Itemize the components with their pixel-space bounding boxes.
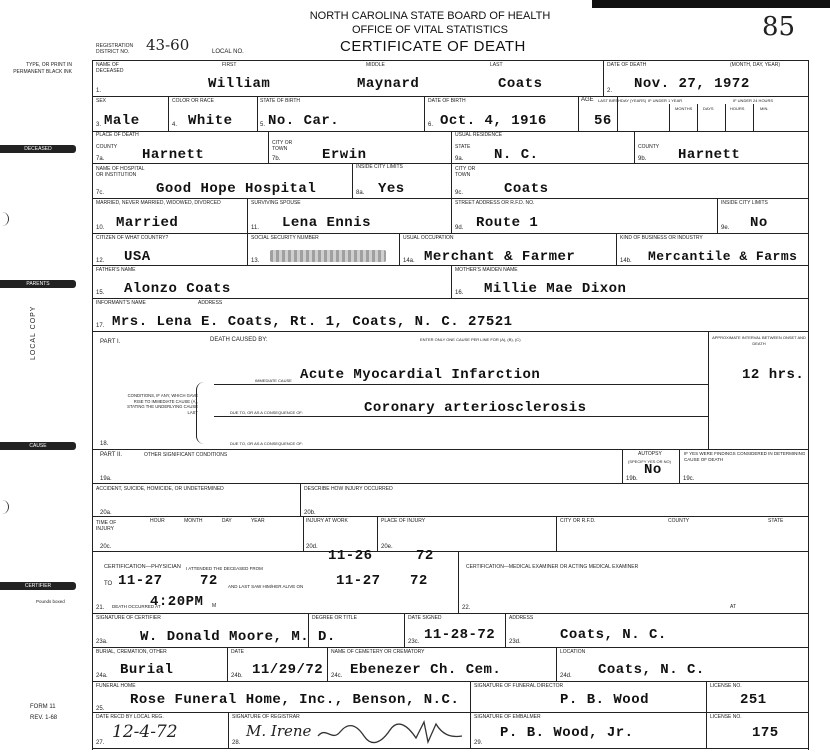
sex-label: SEX	[96, 98, 107, 104]
business-value: Mercantile & Farms	[648, 249, 798, 264]
redacted-ssn	[270, 250, 386, 262]
surviving-spouse-label: SURVIVING SPOUSE	[251, 200, 301, 206]
registration-label: REGISTRATION	[96, 43, 134, 49]
item-number: 17.	[96, 323, 105, 329]
item-number: 9e.	[721, 225, 730, 231]
other-conditions-label: OTHER SIGNIFICANT CONDITIONS	[144, 452, 228, 458]
tab-cause: CAUSE	[0, 442, 76, 450]
degree-title-label: DEGREE OR TITLE	[312, 615, 357, 621]
immediate-cause-label: IMMEDIATE CAUSE	[255, 378, 292, 383]
to-label: TO	[104, 581, 113, 587]
county-label: COUNTY	[668, 518, 690, 524]
attended-from-year-value: 72	[416, 548, 434, 564]
address-label: ADDRESS	[198, 300, 223, 306]
attended-to-value: 11-27	[118, 573, 163, 589]
rule	[92, 265, 808, 266]
rule	[92, 516, 808, 517]
hours-label: HOURS	[730, 106, 745, 111]
item-number: 13.	[251, 258, 260, 264]
divider	[717, 198, 718, 233]
certifier-value: W. Donald Moore, M. D.	[140, 629, 336, 645]
last-saw-value: 11-27	[336, 573, 381, 589]
item-number: 22.	[462, 605, 471, 611]
page-number: 85	[762, 12, 796, 42]
county-label: COUNTY	[96, 144, 118, 150]
race-label: COLOR OR RACE	[172, 98, 214, 104]
citizen-value: USA	[124, 249, 151, 265]
autopsy-label: AUTOPSY	[638, 451, 662, 457]
due-to-label: DUE TO, OR AS A CONSEQUENCE OF:	[230, 441, 303, 446]
date-signed-value: 11-28-72	[424, 627, 496, 643]
date-of-death-value: Nov. 27, 1972	[634, 76, 750, 92]
cemetery-location-value: Coats, N. C.	[598, 662, 705, 678]
divider	[556, 516, 557, 551]
item-number: 4.	[172, 122, 178, 128]
father-value: Alonzo Coats	[124, 281, 231, 297]
residence-city-value: Coats	[504, 181, 549, 197]
hospital-label: NAME OF HOSPITAL OR INSTITUTION	[96, 166, 145, 178]
part-1-label: PART I.	[100, 339, 121, 345]
item-number: 19a.	[100, 476, 112, 482]
rule	[92, 163, 808, 164]
injury-at-work-label: INJURY AT WORK	[306, 518, 348, 524]
item-number: 1.	[96, 88, 102, 94]
funeral-home-label: FUNERAL HOME	[96, 683, 136, 689]
informant-value: Mrs. Lena E. Coats, Rt. 1, Coats, N. C. 27521	[112, 314, 513, 330]
rule	[92, 748, 808, 749]
rule	[92, 198, 808, 199]
divider	[578, 96, 579, 131]
item-number: 20d.	[306, 544, 318, 550]
divider	[634, 131, 635, 163]
item-number: 5.	[260, 122, 266, 128]
item-number: 12.	[96, 258, 105, 264]
place-of-injury-label: PLACE OF INJURY	[381, 518, 426, 524]
divider	[556, 647, 557, 681]
county-label: COUNTY	[638, 144, 660, 150]
rule	[92, 681, 808, 682]
item-number: 9b.	[638, 156, 647, 162]
death-occurred-label: DEATH OCCURRED AT	[112, 604, 161, 609]
item-number: 18.	[100, 441, 109, 447]
item-number: 20b.	[304, 510, 316, 516]
tab-deceased: DECEASED	[0, 145, 76, 153]
item-number: 7b.	[272, 156, 281, 162]
street-value: Route 1	[476, 215, 539, 231]
first-label: FIRST	[222, 62, 237, 68]
rule	[92, 551, 808, 552]
date-signed-label: DATE SIGNED	[408, 615, 442, 621]
certificate-title: CERTIFICATE OF DEATH	[340, 38, 526, 55]
item-number: 9a.	[455, 156, 464, 162]
race-value: White	[188, 113, 233, 129]
rule	[92, 647, 808, 648]
item-number: 23a.	[96, 639, 108, 645]
disposition-value: Burial	[120, 662, 174, 678]
inside-city-limits-label: INSIDE CITY LIMITS	[356, 164, 403, 170]
date-of-birth-value: Oct. 4, 1916	[440, 113, 547, 129]
cemetery-value: Ebenezer Ch. Cem.	[350, 662, 502, 678]
registrar-signature: M. Irene	[246, 722, 312, 740]
item-number: 24d.	[560, 673, 572, 679]
rule	[92, 613, 808, 614]
divider	[168, 96, 169, 131]
under-24-hours-label: IF UNDER 24 HOURS	[733, 98, 774, 103]
findings-label: IF YES WERE FINDINGS CONSIDERED IN DETERMINING CAUSE OF DEATH	[684, 451, 806, 462]
signature-certifier-label: SIGNATURE OF CERTIFIER	[96, 615, 161, 621]
under-1-year-label: IF UNDER 1 YEAR	[648, 98, 683, 103]
divider	[257, 96, 258, 131]
item-number: 2.	[607, 88, 613, 94]
divider	[616, 233, 617, 265]
accident-label: ACCIDENT, SUICIDE, HOMICIDE, OR UNDETERMINED	[96, 486, 224, 492]
age-label: AGE	[581, 97, 594, 103]
rule	[92, 131, 808, 132]
fathers-name-label: FATHER'S NAME	[96, 267, 136, 273]
enter-one-cause-label: ENTER ONLY ONE CAUSE PER LINE FOR (A), (B), (C)	[420, 337, 521, 342]
time-of-injury-label: TIME OF INJURY	[96, 520, 117, 532]
death-inside-limits-value: Yes	[378, 181, 405, 197]
margin-mark	[0, 500, 9, 514]
state-of-birth-value: No. Car.	[268, 113, 340, 129]
hospital-value: Good Hope Hospital	[156, 181, 317, 197]
divider	[404, 613, 405, 647]
item-number: 15.	[96, 290, 105, 296]
funeral-director-sig-label: SIGNATURE OF FUNERAL DIRECTOR	[474, 683, 564, 689]
certifier-address-value: Coats, N. C.	[560, 627, 667, 643]
rule	[92, 60, 808, 61]
months-label: MONTHS	[675, 106, 693, 111]
date-label: DATE	[231, 649, 244, 655]
rule	[92, 449, 808, 450]
item-number: 3.	[96, 122, 102, 128]
divider	[399, 233, 400, 265]
attended-from-label: I ATTENDED THE DECEASED FROM	[186, 566, 263, 571]
district-label: DISTRICT NO.	[96, 49, 130, 55]
citizen-of-label: CITIZEN OF WHAT COUNTRY?	[96, 235, 169, 241]
top-edge-strip	[592, 0, 830, 8]
item-number: 21.	[96, 605, 105, 611]
informant-label: INFORMANT'S NAME	[96, 300, 146, 306]
item-number: 20c.	[100, 544, 112, 550]
divider	[470, 681, 471, 748]
item-number: 24c.	[331, 673, 343, 679]
residence-state-value: N. C.	[494, 147, 539, 163]
last-label: LAST	[490, 62, 503, 68]
item-number: 7a.	[96, 156, 105, 162]
divider	[725, 104, 726, 131]
first-name-value: William	[208, 76, 271, 92]
divider	[303, 516, 304, 551]
middle-name-value: Maynard	[357, 76, 420, 92]
embalmer-license-value: 175	[752, 725, 779, 741]
marital-status-label: MARRIED, NEVER MARRIED, WIDOWED, DIVORCED	[96, 200, 221, 206]
item-number: 10.	[96, 225, 105, 231]
cause-b-value: Coronary arteriosclerosis	[364, 400, 587, 416]
date-of-birth-label: DATE OF BIRTH	[428, 98, 466, 104]
item-number: 14a.	[403, 258, 415, 264]
divider	[505, 613, 506, 647]
item-number: 20e.	[381, 544, 393, 550]
last-name-value: Coats	[498, 76, 543, 92]
divider	[451, 265, 452, 298]
cause-a-value: Acute Myocardial Infarction	[300, 367, 541, 383]
certification-me-label: CERTIFICATION—MEDICAL EXAMINER OR ACTING MEDICAL EXAMINER	[466, 564, 639, 570]
rule	[214, 416, 708, 417]
divider	[603, 60, 604, 96]
divider	[706, 681, 707, 748]
address-label: ADDRESS	[509, 615, 534, 621]
place-of-death-label: PLACE OF DEATH	[96, 132, 139, 138]
rule	[92, 233, 808, 234]
form-revision: REV. 1-68	[30, 715, 58, 721]
divider	[753, 104, 754, 131]
burial-date-value: 11/29/72	[252, 662, 324, 678]
tab-parents: PARENTS	[0, 280, 76, 288]
ink-instruction: TYPE, OR PRINT IN PERMANENT BLACK INK	[13, 62, 72, 75]
death-caused-by-label: DEATH CAUSED BY:	[210, 337, 268, 343]
item-number: 16.	[455, 290, 464, 296]
item-number: 24a.	[96, 673, 108, 679]
divider	[227, 647, 228, 681]
item-number: 23d.	[509, 639, 521, 645]
pounds-boxed-note: Pounds boxed	[36, 599, 65, 604]
death-county-value: Harnett	[142, 147, 205, 163]
rule	[92, 298, 808, 299]
autopsy-sub-label: (SPECIFY YES OR NO)	[628, 459, 671, 464]
last-saw-label: AND LAST SAW HIM/HER ALIVE ON	[228, 584, 304, 589]
item-number: 9d.	[455, 225, 464, 231]
hour-month-day-year-label: HOUR MONTH DAY YEAR	[150, 518, 265, 524]
location-label: LOCATION	[560, 649, 586, 655]
local-copy-label: LOCAL COPY	[30, 305, 37, 360]
divider	[352, 163, 353, 198]
name-of-deceased-label: NAME OF DECEASED	[96, 62, 124, 74]
middle-label: MIDDLE	[366, 62, 385, 68]
divider	[679, 449, 680, 483]
attended-to-year-value: 72	[200, 573, 218, 589]
office-heading: OFFICE OF VITAL STATISTICS	[351, 24, 509, 36]
agency-heading: NORTH CAROLINA STATE BOARD OF HEALTH	[309, 10, 551, 22]
date-received-value: 12-4-72	[112, 722, 178, 742]
item-number: 19c.	[683, 476, 695, 482]
signature-embalmer-label: SIGNATURE OF EMBALMER	[474, 714, 541, 720]
item-number: 25.	[96, 706, 105, 712]
ssn-label: SOCIAL SECURITY NUMBER	[251, 235, 319, 241]
signature-registrar-label: SIGNATURE OF REGISTRAR	[232, 714, 300, 720]
item-number: 14b.	[620, 258, 632, 264]
state-of-birth-label: STATE OF BIRTH	[260, 98, 301, 104]
due-to-label: DUE TO, OR AS A CONSEQUENCE OF:	[230, 410, 303, 415]
license-no-label: LICENSE NO.	[710, 683, 742, 689]
divider	[697, 104, 698, 131]
rule	[92, 96, 808, 97]
item-number: 19b.	[626, 476, 638, 482]
divider	[424, 96, 425, 131]
license-no-label: LICENSE NO.	[710, 714, 742, 720]
date-of-death-sublabel: (MONTH, DAY, YEAR)	[730, 62, 781, 68]
age-years-label: LAST BIRTHDAY (YEARS)	[598, 98, 647, 103]
rule	[92, 712, 808, 713]
embalmer-value: P. B. Wood, Jr.	[500, 725, 634, 741]
funeral-director-value: P. B. Wood	[560, 692, 650, 708]
form-right-border	[808, 60, 809, 750]
cemetery-label: NAME OF CEMETERY OR CREMATORY	[331, 649, 425, 655]
time-of-death-value: 4:20PM	[150, 594, 204, 610]
item-number: 27.	[96, 740, 105, 746]
city-town-label: CITY OR TOWN	[455, 166, 476, 178]
item-number: 8a.	[356, 190, 365, 196]
mothers-maiden-name-label: MOTHER'S MAIDEN NAME	[455, 267, 518, 273]
part-2-label: PART II.	[100, 452, 123, 458]
inside-city-limits-label: INSIDE CITY LIMITS	[721, 200, 768, 206]
date-of-death-label: DATE OF DEATH	[607, 62, 647, 68]
conditions-label: CONDITIONS, IF ANY, WHICH GAVE RISE TO IMMEDIATE CAUSE (A), STATING THE UNDERLYING CAUSE LAST	[127, 393, 198, 415]
form-number: FORM 11	[30, 704, 56, 710]
item-number: 11.	[251, 225, 259, 231]
residence-county-value: Harnett	[678, 147, 741, 163]
sex-value: Male	[104, 113, 140, 129]
city-rfd-label: CITY OR R.F.D.	[560, 518, 596, 524]
interval-label: APPROXIMATE INTERVAL BETWEEN ONSET AND DEATH	[712, 335, 806, 346]
brace	[196, 382, 205, 444]
death-city-value: Erwin	[322, 147, 367, 163]
item-number: 28.	[232, 740, 241, 746]
item-number: 9c.	[455, 190, 464, 196]
item-number: 24b.	[231, 673, 243, 679]
autopsy-value: No	[644, 462, 662, 478]
registrar-signature-scrawl	[316, 716, 466, 746]
days-label: DAYS	[703, 106, 714, 111]
usual-occupation-label: USUAL OCCUPATION	[403, 235, 454, 241]
residence-inside-limits-value: No	[750, 215, 768, 231]
divider	[708, 331, 709, 449]
age-value: 56	[594, 113, 612, 129]
divider	[669, 104, 670, 131]
divider	[458, 551, 459, 613]
date-received-label: DATE RECD BY LOCAL REG.	[96, 714, 164, 720]
item-number: 6.	[428, 122, 434, 128]
min-label: MIN.	[760, 106, 769, 111]
last-saw-year-value: 72	[410, 573, 428, 589]
divider	[268, 131, 269, 163]
attended-from-value: 11-26	[328, 548, 373, 564]
item-number: 29.	[474, 740, 483, 746]
divider	[228, 712, 229, 748]
divider	[327, 647, 328, 681]
rule	[92, 483, 808, 484]
city-town-label: CITY OR TOWN	[272, 140, 293, 152]
divider	[300, 483, 301, 516]
at-label: AT	[730, 604, 737, 610]
state-label: STATE	[455, 144, 471, 150]
burial-cremation-label: BURIAL, CREMATION, OTHER	[96, 649, 167, 655]
street-address-label: STREET ADDRESS OR R.F.D. NO.	[455, 200, 535, 206]
interval-a-value: 12 hrs.	[742, 367, 805, 383]
describe-injury-label: DESCRIBE HOW INJURY OCCURRED	[304, 486, 393, 492]
mother-value: Millie Mae Dixon	[484, 281, 627, 297]
m-label: M	[212, 603, 217, 609]
divider	[622, 449, 623, 483]
margin-mark	[0, 212, 9, 226]
local-no-label: LOCAL NO.	[212, 49, 244, 55]
divider	[451, 131, 452, 233]
certification-physician-label: CERTIFICATION—PHYSICIAN	[104, 564, 181, 570]
state-label: STATE	[768, 518, 784, 524]
fd-license-value: 251	[740, 692, 767, 708]
funeral-home-value: Rose Funeral Home, Inc., Benson, N.C.	[130, 692, 460, 708]
rule	[92, 331, 808, 332]
occupation-value: Merchant & Farmer	[424, 249, 576, 265]
marital-status-value: Married	[116, 215, 179, 231]
divider	[377, 516, 378, 551]
rule	[214, 384, 708, 385]
usual-residence-label: USUAL RESIDENCE	[455, 132, 503, 138]
divider	[247, 198, 248, 265]
surviving-spouse-value: Lena Ennis	[282, 215, 372, 231]
item-number: 20a.	[100, 510, 112, 516]
item-number: 23c.	[408, 639, 420, 645]
item-number: 7c.	[96, 190, 105, 196]
registration-district: 43-60	[146, 36, 190, 54]
tab-certifier: CERTIFIER	[0, 582, 76, 590]
kind-of-business-label: KIND OF BUSINESS OR INDUSTRY	[620, 235, 703, 241]
